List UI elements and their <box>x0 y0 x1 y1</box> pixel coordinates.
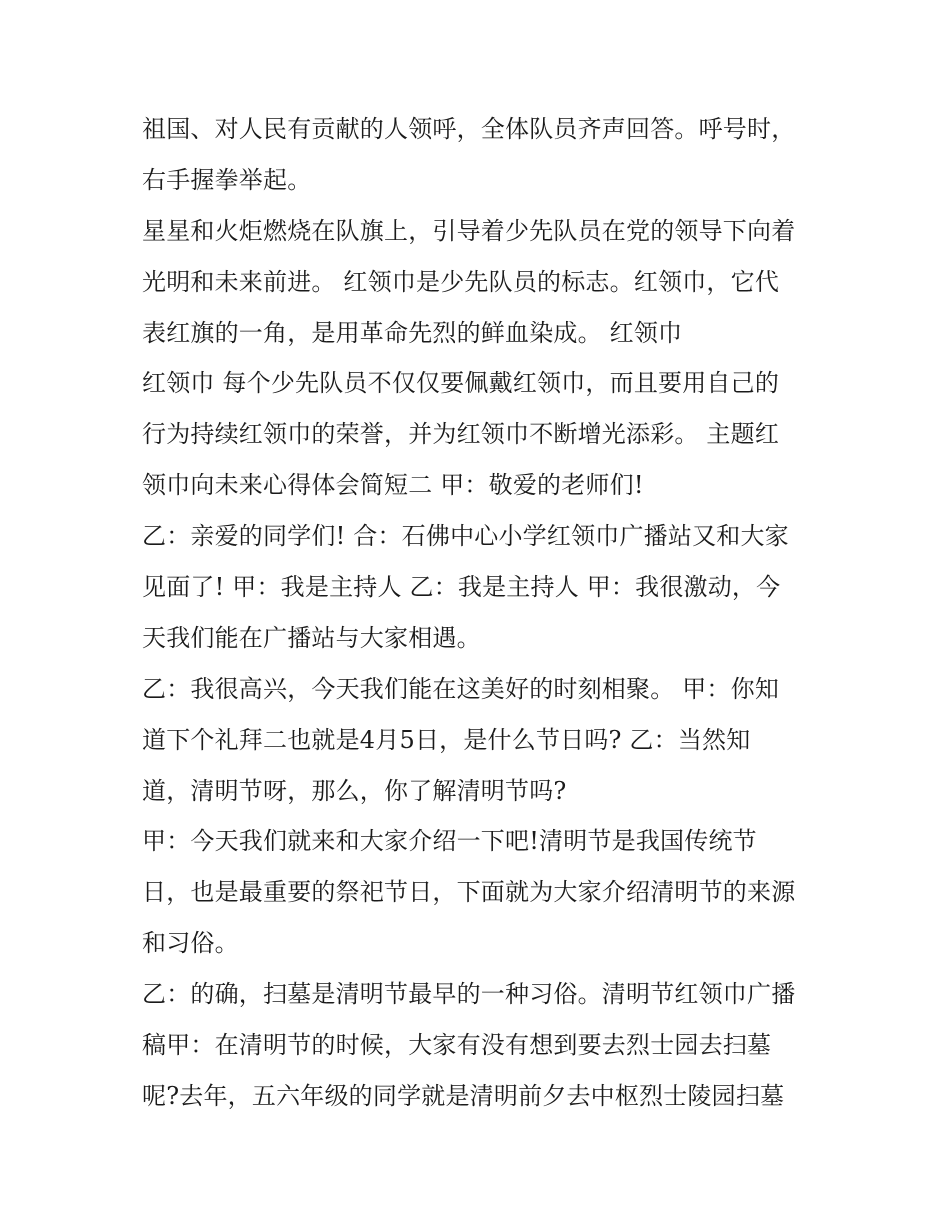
text-line: 星星和火炬燃烧在队旗上，引导着少先队员在党的领导下向着 <box>142 216 796 245</box>
text-line: 光明和未来前进。 红领巾是少先队员的标志。红领巾，它代 <box>142 267 780 296</box>
text-line: 道下个礼拜二也就是4月5日，是什么节日吗? 乙：当然知 <box>142 725 751 754</box>
text-line: 呢?去年，五六年级的同学就是清明前夕去中枢烈士陵园扫墓 <box>142 1081 785 1110</box>
text-line: 祖国、对人民有贡献的人领呼，全体队员齐声回答。呼号时， <box>142 115 796 143</box>
text-line: 和习俗。 <box>142 929 239 958</box>
document-body <box>142 104 842 1122</box>
text-line: 行为持续红领巾的荣誉，并为红领巾不断增光添彩。 主题红 <box>142 420 780 449</box>
text-line: 右手握拳举起。 <box>142 165 312 194</box>
text-line: 天我们能在广播站与大家相遇。 <box>142 623 481 652</box>
text-line: 表红旗的一角，是用革命先烈的鲜血染成。 红领巾 <box>142 318 683 347</box>
text-line: 乙：的确，扫墓是清明节最早的一种习俗。清明节红领巾广播 <box>142 980 796 1009</box>
text-line: 红领巾 每个少先队员不仅仅要佩戴红领巾，而且要用自己的 <box>142 369 780 398</box>
text-line: 日，也是最重要的祭祀节日，下面就为大家介绍清明节的来源 <box>142 878 796 907</box>
text-line: 乙：我很高兴，今天我们能在这美好的时刻相聚。 甲：你知 <box>142 674 780 703</box>
text-line: 领巾向未来心得体会简短二 甲：敬爱的老师们! <box>142 471 644 500</box>
text-line: 稿甲：在清明节的时候，大家有没有想到要去烈士园去扫墓 <box>142 1031 772 1060</box>
text-line: 道，清明节呀，那么，你了解清明节吗? <box>142 776 567 805</box>
text-line: 甲：今天我们就来和大家介绍一下吧!清明节是我国传统节 <box>142 827 757 856</box>
text-line: 乙：亲爱的同学们! 合：石佛中心小学红领巾广播站又和大家 <box>142 522 789 551</box>
text-line: 见面了! 甲：我是主持人 乙：我是主持人 甲：我很激动，今 <box>142 573 781 602</box>
